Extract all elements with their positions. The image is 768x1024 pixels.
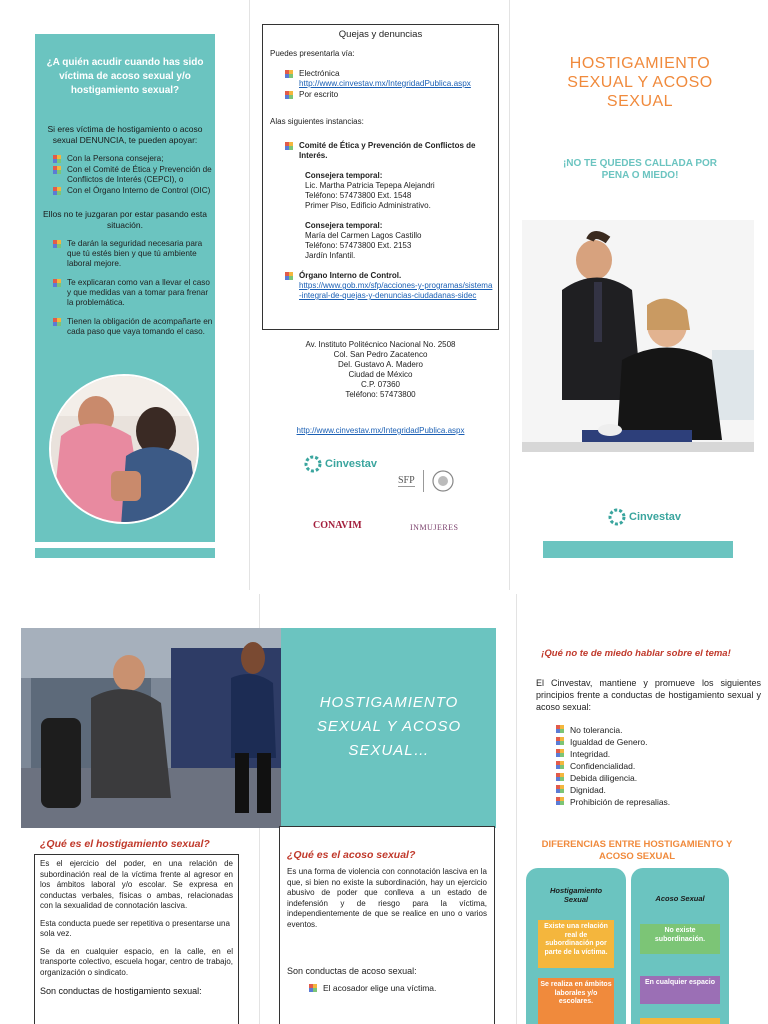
list-item: Electrónica http://www.cinvestav.mx/IntegridadPublica.aspx	[283, 69, 498, 89]
fold-line-top-2	[509, 0, 510, 590]
cover-logo: Cinvestav	[608, 508, 681, 526]
panel1-question: ¿A quién acudir cuando has sido víctima de acoso sexual y/o hostigamiento sexual?	[46, 57, 204, 96]
hostigamiento-box	[34, 854, 239, 1024]
list-item: Con la Persona consejera;	[51, 154, 213, 164]
cinvestav-logo-icon	[608, 508, 626, 526]
list-item: Confidencialidad.	[554, 760, 744, 772]
acoso-box	[279, 826, 495, 1024]
bullet-icon	[285, 70, 293, 78]
fold-line-bottom-2	[516, 594, 517, 1024]
bullet-icon	[53, 155, 61, 163]
diff-col2-cell3-partial	[640, 1018, 720, 1024]
cinvestav-logo-small: Cinvestav	[304, 455, 377, 473]
panel1-support-list	[51, 154, 213, 197]
address-block: Av. Instituto Politécnico Nacional No. 2508 Col. San Pedro Zacatenco Del. Gustavo A. Madero Ciudad de México C.P. 07360 Teléfono: 57473800	[305, 340, 456, 399]
fold-line-top-1	[249, 0, 250, 590]
cover-title: HOSTIGAMIENTO SEXUAL Y ACOSO SEXUAL	[567, 55, 713, 110]
committee-name: Comité de Ética y Prevención de Conflictos de Interés.	[299, 141, 476, 160]
photo-illustration	[51, 376, 199, 524]
acoso-p2: Son conductas de acoso sexual:	[287, 966, 417, 976]
panel1-no-judge: Ellos no te juzgaran por estar pasando esta situación.	[43, 209, 207, 230]
instances-label: Alas siguientes instancias:	[270, 117, 364, 126]
panel1-promises-list	[51, 239, 215, 346]
bullet-icon	[53, 318, 61, 326]
diff-column-hostigamiento	[526, 868, 626, 1024]
bullet-icon	[285, 272, 293, 280]
inmujeres-logo: INMUJERES	[410, 523, 459, 532]
acoso-question: ¿Qué es el acoso sexual?	[287, 849, 416, 861]
list-item: Integridad.	[554, 748, 744, 760]
bullet-icon	[556, 737, 564, 745]
counselor1-title: Consejera temporal:	[305, 171, 383, 180]
cover-subtitle: ¡NO TE QUEDES CALLADA POR PENA O MIEDO!	[562, 158, 718, 181]
list-item: No tolerancia.	[554, 724, 744, 736]
bullet-icon	[53, 240, 61, 248]
bullet-icon	[556, 785, 564, 793]
mexico-seal-icon	[432, 470, 454, 492]
list-item: El acosador elige una víctima.	[307, 983, 487, 993]
panel1-bottom-bar	[35, 548, 215, 558]
panel1-photo	[49, 374, 199, 524]
counselor2: Consejera temporal: María del Carmen Lagos Castillo Teléfono: 57473800 Ext. 2153 Jardín Infantil.	[305, 221, 422, 260]
harassment-photo-illustration	[522, 220, 754, 452]
principles-list	[554, 724, 744, 808]
panel1-intro: Si eres víctima de hostigamiento o acoso sexual DENUNCIA, te pueden apoyar:	[47, 124, 203, 145]
diff-col2-cell2: En cualquier espacio	[640, 976, 720, 1004]
conavim-logo: CONAVIM	[313, 520, 362, 531]
bullet-icon	[556, 761, 564, 769]
sfp-divider	[423, 470, 424, 492]
diff-col1-head: Hostigamiento Sexual	[549, 886, 603, 904]
list-item: Igualdad de Genero.	[554, 736, 744, 748]
list-item: Dignidad.	[554, 784, 744, 796]
bullet-icon	[53, 279, 61, 287]
complaints-box-title: Quejas y denuncias	[338, 29, 423, 40]
office-photo	[21, 628, 281, 828]
cinvestav-logo-icon	[304, 455, 322, 473]
list-item: Tienen la obligación de acompañarte en cada paso que vaya tomando el caso.	[51, 317, 215, 337]
banner-box	[281, 628, 496, 828]
integrity-link[interactable]: http://www.cinvestav.mx/IntegridadPublica.aspx	[299, 79, 471, 88]
list-item: Con el Órgano Interno de Control (OIC)	[51, 186, 213, 196]
hostigamiento-p2: Esta conducta puede ser repetitiva o presentarse una sola vez.	[40, 918, 230, 938]
hostigamiento-question: ¿Qué es el hostigamiento sexual?	[40, 838, 210, 850]
bullet-icon	[53, 187, 61, 195]
bullet-icon	[285, 142, 293, 150]
hostigamiento-p4: Son conductas de hostigamiento sexual:	[40, 986, 202, 996]
diff-col1-cell1: Existe una relación real de subordinación por parte de la víctima.	[538, 920, 614, 968]
no-fear-title: ¡Qué no te de miedo hablar sobre el tema!	[541, 648, 731, 659]
via-list	[283, 69, 498, 101]
diff-col2-cell1: No existe subordinación.	[640, 924, 720, 954]
acoso-list	[307, 983, 487, 993]
banner-title: HOSTIGAMIENTO SEXUAL Y ACOSO SEXUAL…	[316, 694, 462, 759]
principles-intro: El Cinvestav, mantiene y promueve los siguientes principios frente a conductas de hostigamiento sexual y acoso sexual:	[536, 678, 761, 712]
list-item: Con el Comité de Ética y Prevención de Conflictos de Interés (CEPCI), o	[51, 165, 213, 185]
bullet-icon	[53, 166, 61, 174]
footer-link[interactable]: http://www.cinvestav.mx/IntegridadPublica.aspx	[296, 426, 465, 435]
list-item: Por escrito	[283, 90, 498, 100]
bullet-icon	[556, 797, 564, 805]
differences-title: DIFERENCIAS ENTRE HOSTIGAMIENTO Y ACOSO SEXUAL	[541, 839, 733, 862]
oic-item	[283, 271, 493, 301]
bullet-icon	[556, 725, 564, 733]
office-photo-illustration	[21, 628, 281, 828]
diff-col1-cell2: Se realiza en ámbitos laborales y/o escolares.	[538, 978, 614, 1024]
cover-bottom-bar	[543, 541, 733, 558]
diff-column-acoso	[631, 868, 729, 1024]
committee-item	[283, 141, 493, 161]
complaints-box	[262, 24, 499, 330]
bullet-icon	[285, 91, 293, 99]
diff-col2-head: Acoso Sexual	[655, 894, 705, 903]
bullet-icon	[556, 749, 564, 757]
oic-name: Órgano Interno de Control.	[299, 271, 402, 280]
hostigamiento-p1: Es el ejercicio del poder, en una relación de subordinación real de la víctima frente al agresor en los ámbitos laboral y/o escolar. Se expresa en conductas verbales, físicas o ambas, relacionadas con la sexualidad de connotación lasciva.	[40, 859, 233, 910]
acoso-p1: Es una forma de violencia con connotación lasciva en la que, si bien no existe la subordinación, hay un ejercicio abusivo de poder que conlleva a un estado de indefensión y de riesgo para la víctima, independientemente de que se realice en uno o varios eventos.	[287, 867, 487, 929]
sfp-logo: SFP	[398, 470, 454, 492]
list-item: Te explicaran como van a llevar el caso y que medidas van a tomar para frenar la problemática.	[51, 278, 215, 308]
hostigamiento-p3: Se da en cualquier espacio, en la calle, en el transporte colectivo, escuela hogar, centro de trabajo, organización o sindicato.	[40, 946, 233, 977]
counselor2-title: Consejera temporal:	[305, 221, 383, 230]
list-item: Debida diligencia.	[554, 772, 744, 784]
cover-photo	[522, 220, 754, 452]
bullet-icon	[309, 984, 317, 992]
panel1-teal-box	[35, 34, 215, 542]
present-via-label: Puedes presentarla vía:	[270, 49, 355, 58]
counselor1: Consejera temporal: Lic. Martha Patricia Tepepa Alejandri Teléfono: 57473800 Ext. 1548 Primer Piso, Edificio Administrativo.	[305, 171, 435, 210]
sidec-link[interactable]: https://www.gob.mx/sfp/acciones-y-programas/sistema-integral-de-quejas-y-denuncias-ciudadanas-sidec	[299, 281, 493, 300]
bullet-icon	[556, 773, 564, 781]
list-item: Te darán la seguridad necesaria para que tú estés bien y que tú ambiente laboral mejore.	[51, 239, 215, 269]
list-item: Prohibición de represalias.	[554, 796, 744, 808]
